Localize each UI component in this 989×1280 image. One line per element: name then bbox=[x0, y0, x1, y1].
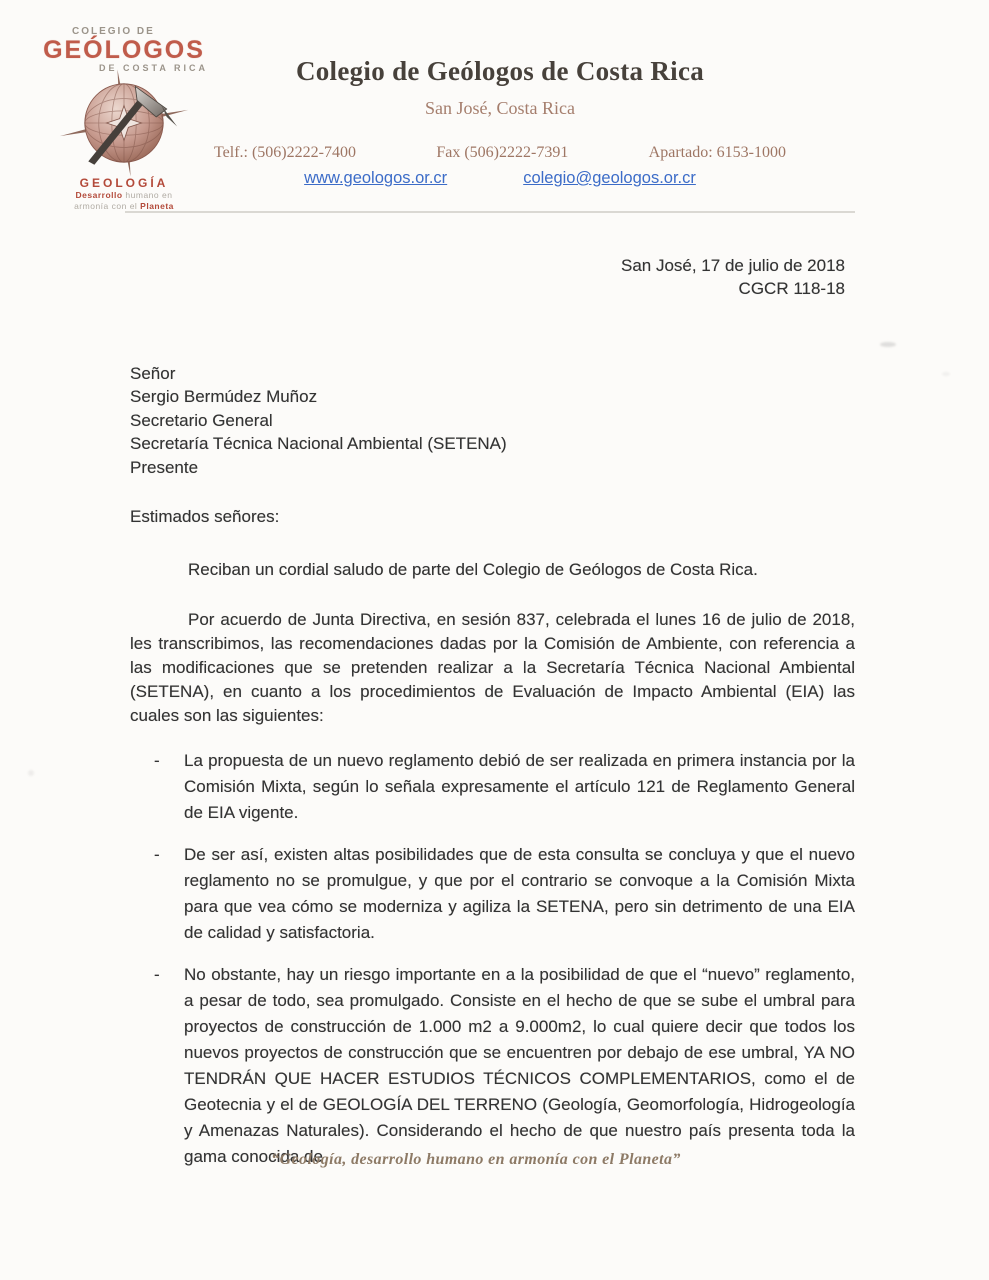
list-item-text: No obstante, hay un riesgo importante en a la posibilidad de que el “nuevo” reglamento, a pesar de todo, sea promulgado. Consiste en el hecho de que se sube el umbral para proyectos de construcción de 1.000 m2 a 9.000m2, lo cual quiere decir que todos los nuevos proyectos de construcción que se encuentren por debajo de ese umbral, YA NO TENDRÁN QUE HACER ESTUDIOS TÉCNICOS COMPLEMENTARIOS, como el de Geotecnia y el de GEOLOGÍA DEL TERRENO (Geología, Geomorfología, Hidrogeología y Amenazas Naturales). Considerando el hecho de que nuestro país presenta toda la gama conocida de bbox=[184, 965, 855, 1166]
recipient-line: Secretario General bbox=[130, 410, 273, 430]
list-item bbox=[130, 842, 855, 946]
website-link[interactable]: www.geologos.or.cr bbox=[304, 169, 448, 187]
scan-artifact bbox=[942, 372, 950, 376]
logo-tagline-line2: armonía con el Planeta bbox=[74, 201, 174, 211]
logo-tagline-line1: Desarrollo humano en bbox=[75, 190, 173, 200]
po-box: Apartado: 6153-1000 bbox=[648, 144, 786, 161]
email-link[interactable]: colegio@geologos.or.cr bbox=[523, 169, 696, 187]
reference-number: CGCR 118-18 bbox=[738, 279, 845, 298]
organization-logo bbox=[30, 26, 218, 212]
fax-number: Fax (506)2222-7391 bbox=[436, 144, 569, 161]
intro-paragraph: Por acuerdo de Junta Directiva, en sesión 837, celebrada el lunes 16 de julio de 2018, les transcribimos, las recomendaciones dadas por la Comisión de Ambiente, con referencia a las modificaciones que se pretenden realizar a la Secretaría Técnica Nacional Ambiental (SETENA), en cuanto a los procedimientos de Evaluación de Impacto Ambiental (EIA) las cuales son las siguientes: bbox=[130, 610, 855, 725]
logo-text-colegio-de: COLEGIO DE bbox=[72, 26, 155, 37]
letterhead bbox=[200, 56, 800, 188]
scan-artifact bbox=[28, 770, 34, 776]
list-item bbox=[130, 962, 855, 1170]
recipient-line: Sergio Bermúdez Muñoz bbox=[130, 387, 318, 407]
recipient-line: Secretaría Técnica Nacional Ambiental (SETENA) bbox=[130, 434, 507, 454]
recommendations-list bbox=[130, 748, 855, 1170]
bullet-dash: - bbox=[154, 965, 160, 984]
bullet-dash: - bbox=[154, 751, 160, 770]
list-item bbox=[130, 748, 855, 826]
organization-location: San José, Costa Rica bbox=[425, 98, 575, 118]
logo-text-geologos: GEÓLOGOS bbox=[43, 36, 205, 64]
phone-number: Telf.: (506)2222-7400 bbox=[214, 144, 356, 161]
date-block bbox=[621, 254, 845, 300]
contact-row bbox=[214, 144, 786, 162]
organization-name: Colegio de Geólogos de Costa Rica bbox=[295, 56, 705, 86]
logo-text-de-costa-rica: DE COSTA RICA bbox=[98, 63, 208, 73]
salutation: Estimados señores: bbox=[130, 507, 280, 526]
recipient-line: Señor bbox=[130, 364, 176, 383]
letter-body bbox=[130, 505, 855, 1186]
greeting-paragraph: Reciban un cordial saludo de parte del Colegio de Geólogos de Costa Rica. bbox=[188, 560, 758, 579]
globe-rock-hammer-icon bbox=[58, 69, 190, 182]
list-item-text: La propuesta de un nuevo reglamento debió de ser realizada en primera instancia por la Comisión Mixta, según lo señala expresamente el artículo 121 de Reglamento General de EIA vigente. bbox=[184, 751, 855, 822]
recipient-block bbox=[130, 362, 507, 479]
list-item-text: De ser así, existen altas posibilidades que de esta consulta se concluya y que el nuevo reglamento no se promulgue, y que por el contrario se convoque a la Comisión Mixta para que vea cómo se moderniza y agiliza la SETENA, pero sin detrimento de una EIA de calidad y satisfactoria. bbox=[184, 845, 855, 942]
footer-motto: “Geología, desarrollo humano en armonía con el Planeta” bbox=[271, 1151, 681, 1168]
links-row bbox=[200, 169, 800, 188]
recipient-line: Presente bbox=[130, 457, 199, 477]
logo-tagline-title: GEOLOGÍA bbox=[79, 176, 169, 190]
bullet-dash: - bbox=[154, 845, 160, 864]
scan-artifact bbox=[880, 342, 896, 347]
letterhead-divider bbox=[125, 211, 855, 213]
place-and-date: San José, 17 de julio de 2018 bbox=[620, 256, 845, 275]
